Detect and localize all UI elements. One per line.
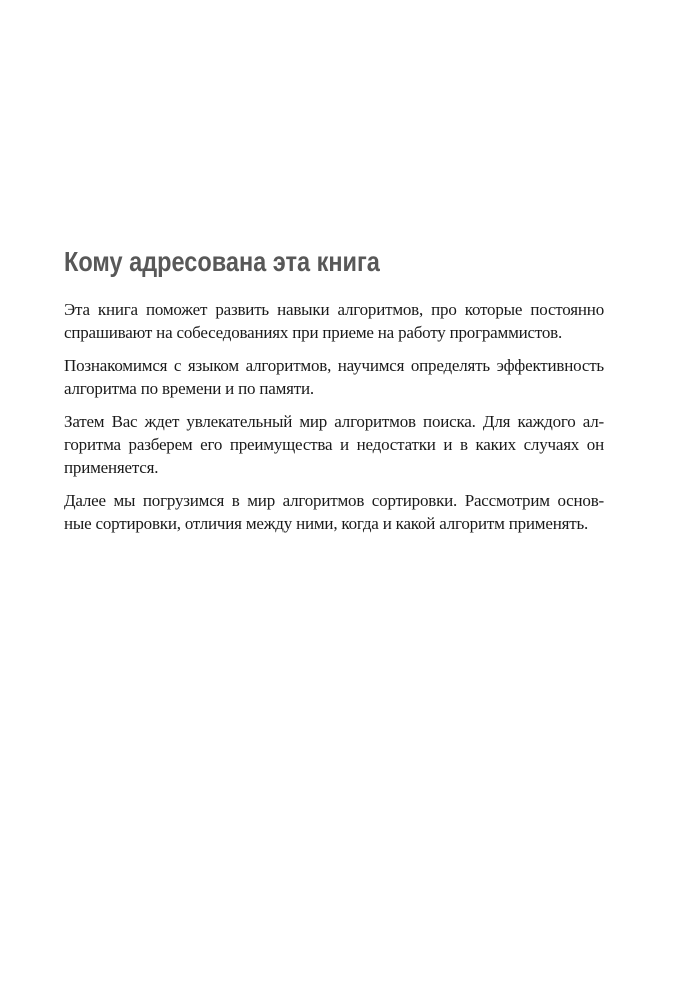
text-line: горитма разберем его преимущества и недостатки и в каких случаях он bbox=[64, 435, 604, 454]
text-line: Далее мы погрузимся в мир алгоритмов сортировки. Рассмотрим основ- bbox=[64, 491, 604, 510]
text-line: Затем Вас ждет увлекательный мир алгоритмов поиска. Для каждого ал- bbox=[64, 412, 604, 431]
paragraph bbox=[64, 298, 604, 344]
text-line: ные сортировки, отличия между ними, когда и какой алгоритм применять. bbox=[64, 514, 589, 533]
paragraph bbox=[64, 354, 604, 400]
section-body bbox=[64, 298, 604, 545]
text-line: Познакомимся с языком алгоритмов, научимся определять эффективность bbox=[64, 356, 604, 375]
paragraph bbox=[64, 489, 604, 535]
paragraph bbox=[64, 410, 604, 479]
text-line: алгоритма по времени и по памяти. bbox=[64, 379, 314, 398]
text-line: Эта книга поможет развить навыки алгоритмов, про которые постоянно bbox=[64, 300, 604, 319]
section-heading: Кому адресована эта книга bbox=[64, 246, 380, 277]
text-line: спрашивают на собеседованиях при приеме на работу программистов. bbox=[64, 323, 563, 342]
text-line: применяется. bbox=[64, 458, 159, 477]
